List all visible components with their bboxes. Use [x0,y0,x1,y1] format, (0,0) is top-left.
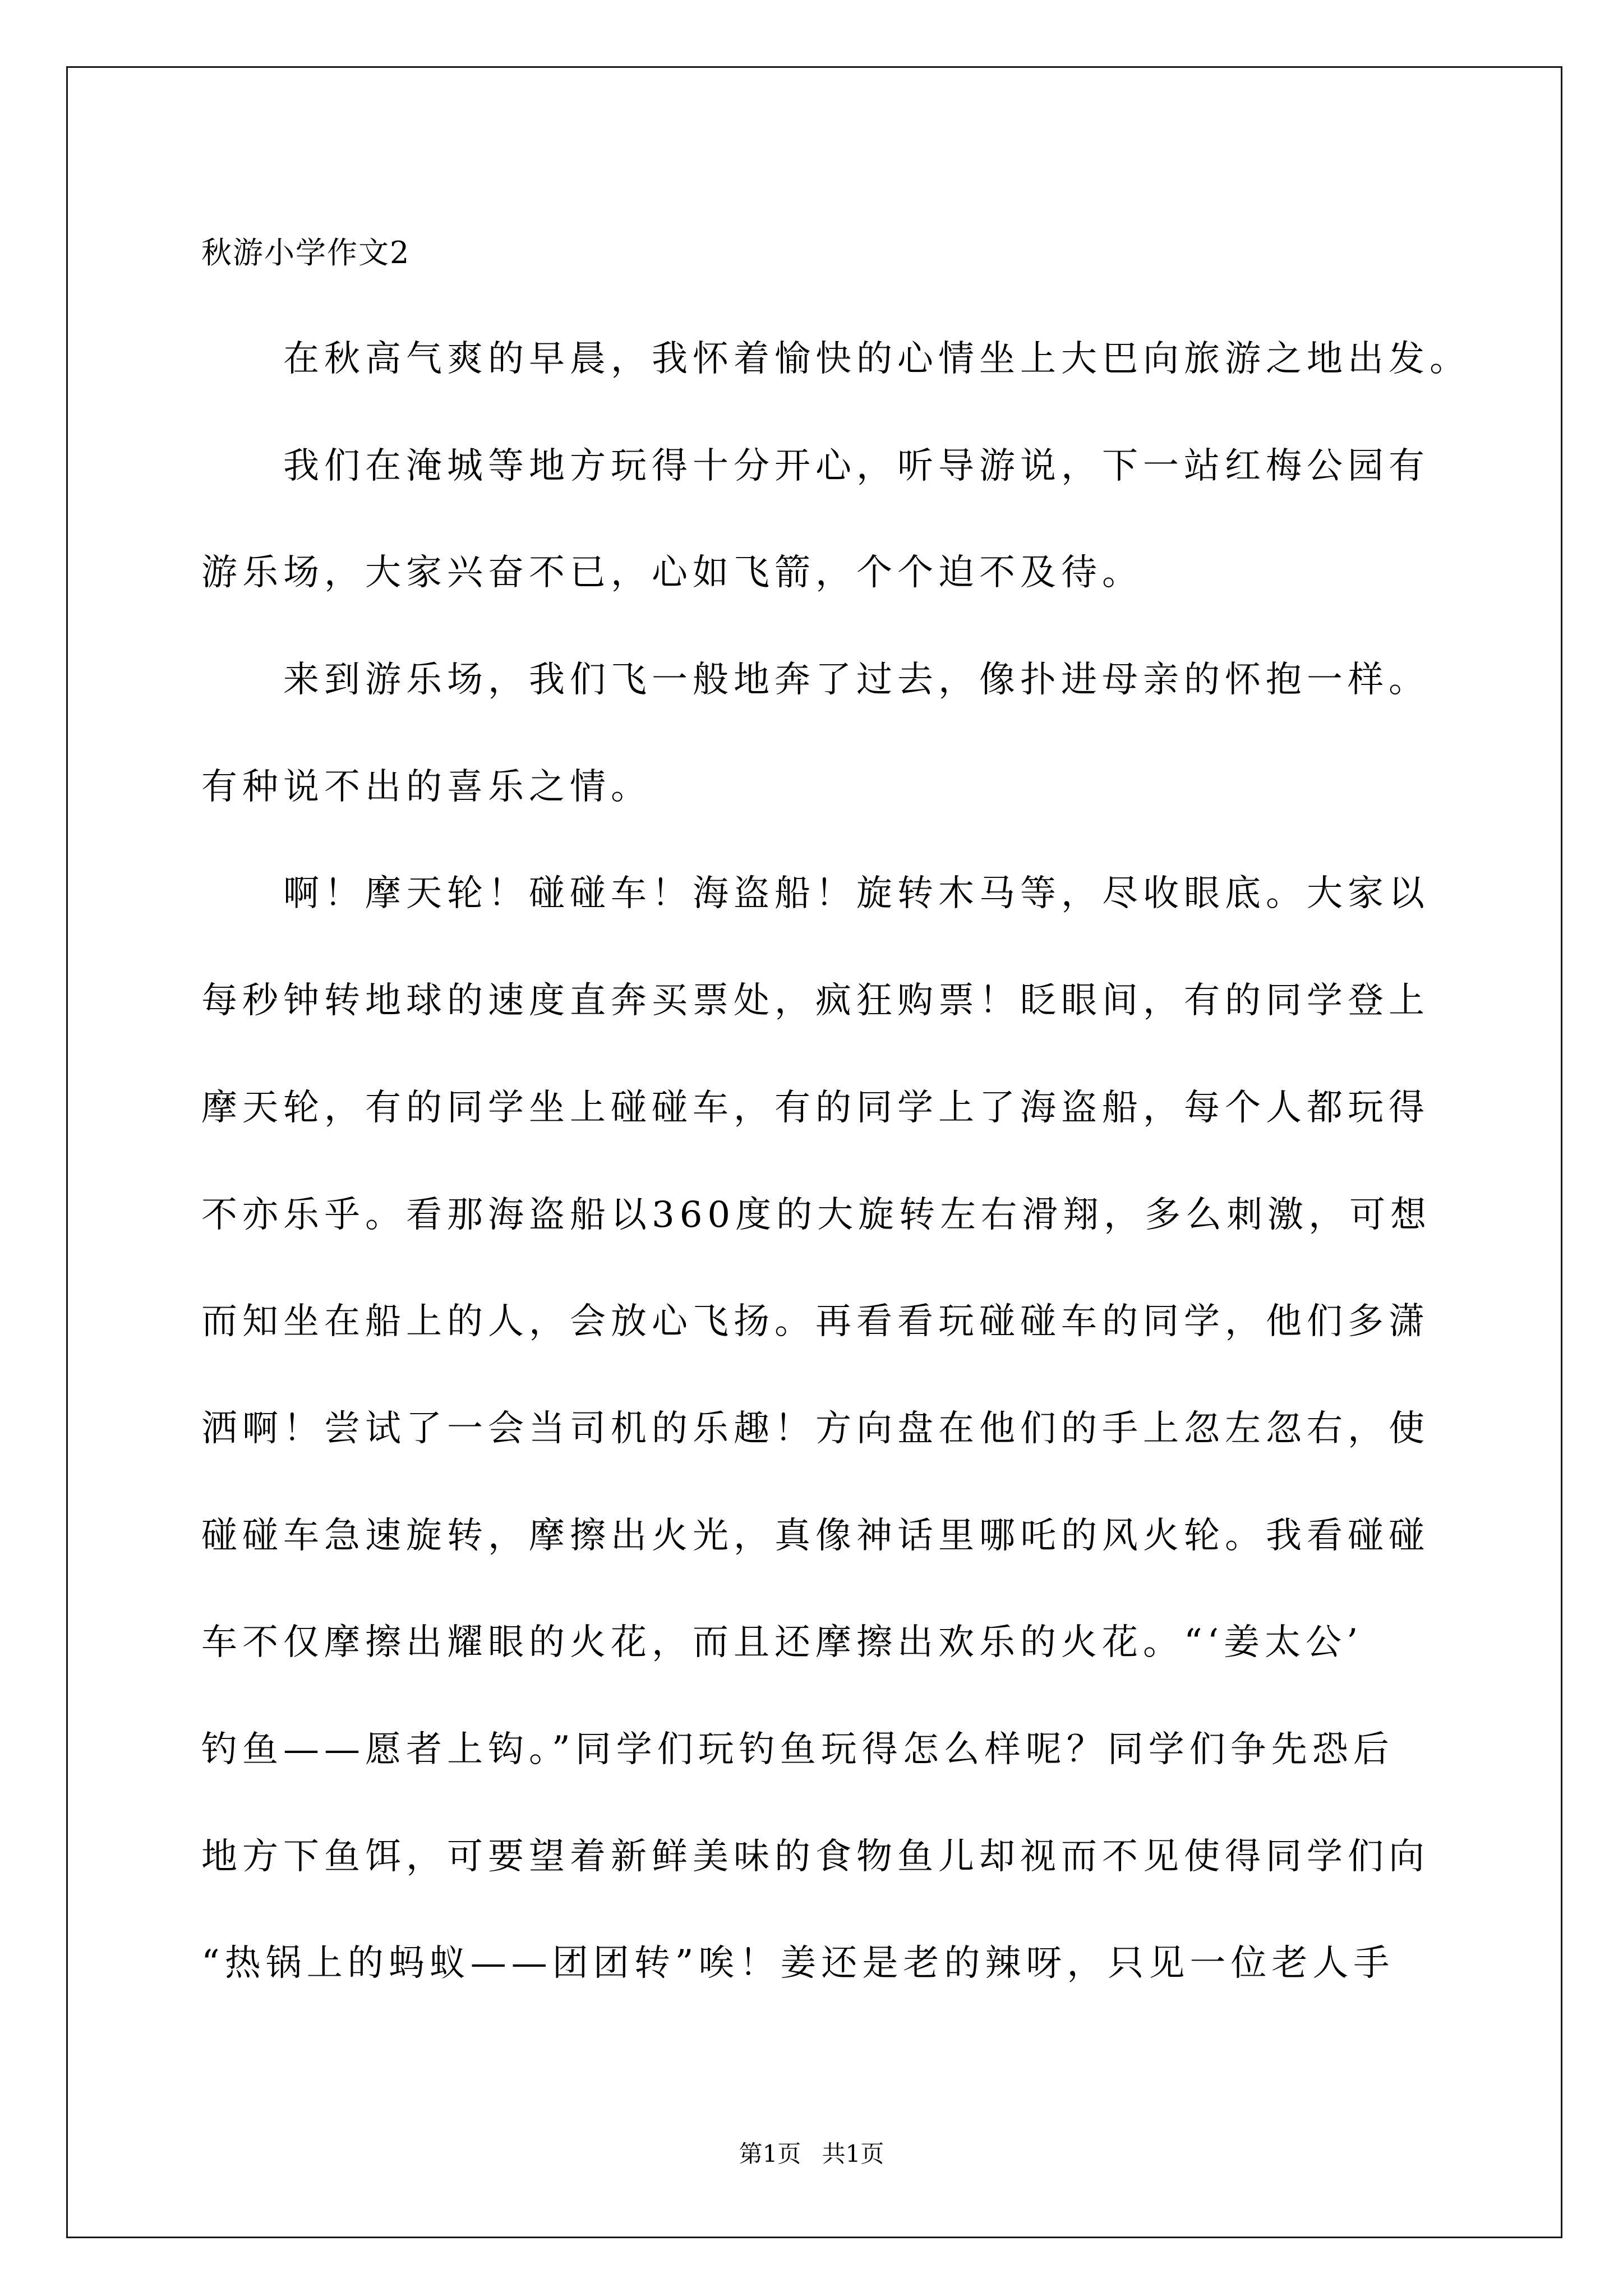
paragraph [201,840,1536,2017]
text-line: 地方下鱼饵，可要望着新鲜美味的食物鱼儿却视而不见使得同学们向 [201,1835,1430,1878]
text-line: 我们在淹城等地方玩得十分开心，听导游说，下一站红梅公园有 [283,445,1430,487]
text-line: 摩天轮，有的同学坐上碰碰车，有的同学上了海盗船，每个人都玩得 [201,1087,1430,1129]
document-title: 秋游小学作文2 [201,235,411,270]
text-line: 车不仅摩擦出耀眼的火花，而且还摩擦出欢乐的火花。“‘姜太公’ [201,1622,1363,1664]
paragraph [201,627,1536,840]
text-line: 啊！摩天轮！碰碰车！海盗船！旋转木马等，尽收眼底。大家以 [283,873,1430,915]
text-line: “热锅上的蚂蚁——团团转”唉！姜还是老的辣呀，只见一位老人手 [201,1943,1395,1985]
paragraph [201,413,1536,627]
text-line: 钓鱼——愿者上钩。”同学们玩钓鱼玩得怎么样呢？同学们争先恐后 [201,1728,1394,1770]
text-line: 不亦乐乎。看那海盗船以360度的大旋转左右滑翔，多么刺激，可想 [201,1194,1432,1236]
text-line: 在秋高气爽的早晨，我怀着愉快的心情坐上大巴向旅游之地出发。 [283,338,1470,380]
text-line: 而知坐在船上的人，会放心飞扬。再看看玩碰碰车的同学，他们多潇 [201,1301,1430,1343]
text-line: 有种说不出的喜乐之情。 [201,766,652,808]
text-line: 来到游乐场，我们飞一般地奔了过去，像扑进母亲的怀抱一样。 [283,659,1430,701]
text-line: 每秒钟转地球的速度直奔买票处，疯狂购票！眨眼间，有的同学登上 [201,980,1430,1022]
page-footer: 第1页 共1页 [739,2140,884,2168]
paragraph [201,306,1536,413]
text-line: 游乐场，大家兴奋不已，心如飞箭，个个迫不及待。 [201,552,1143,594]
text-line: 碰碰车急速旋转，摩擦出火光，真像神话里哪吒的风火轮。我看碰碰 [201,1515,1430,1557]
document-body [201,306,1536,2017]
text-line: 洒啊！尝试了一会当司机的乐趣！方向盘在他们的手上忽左忽右，使 [201,1407,1430,1450]
